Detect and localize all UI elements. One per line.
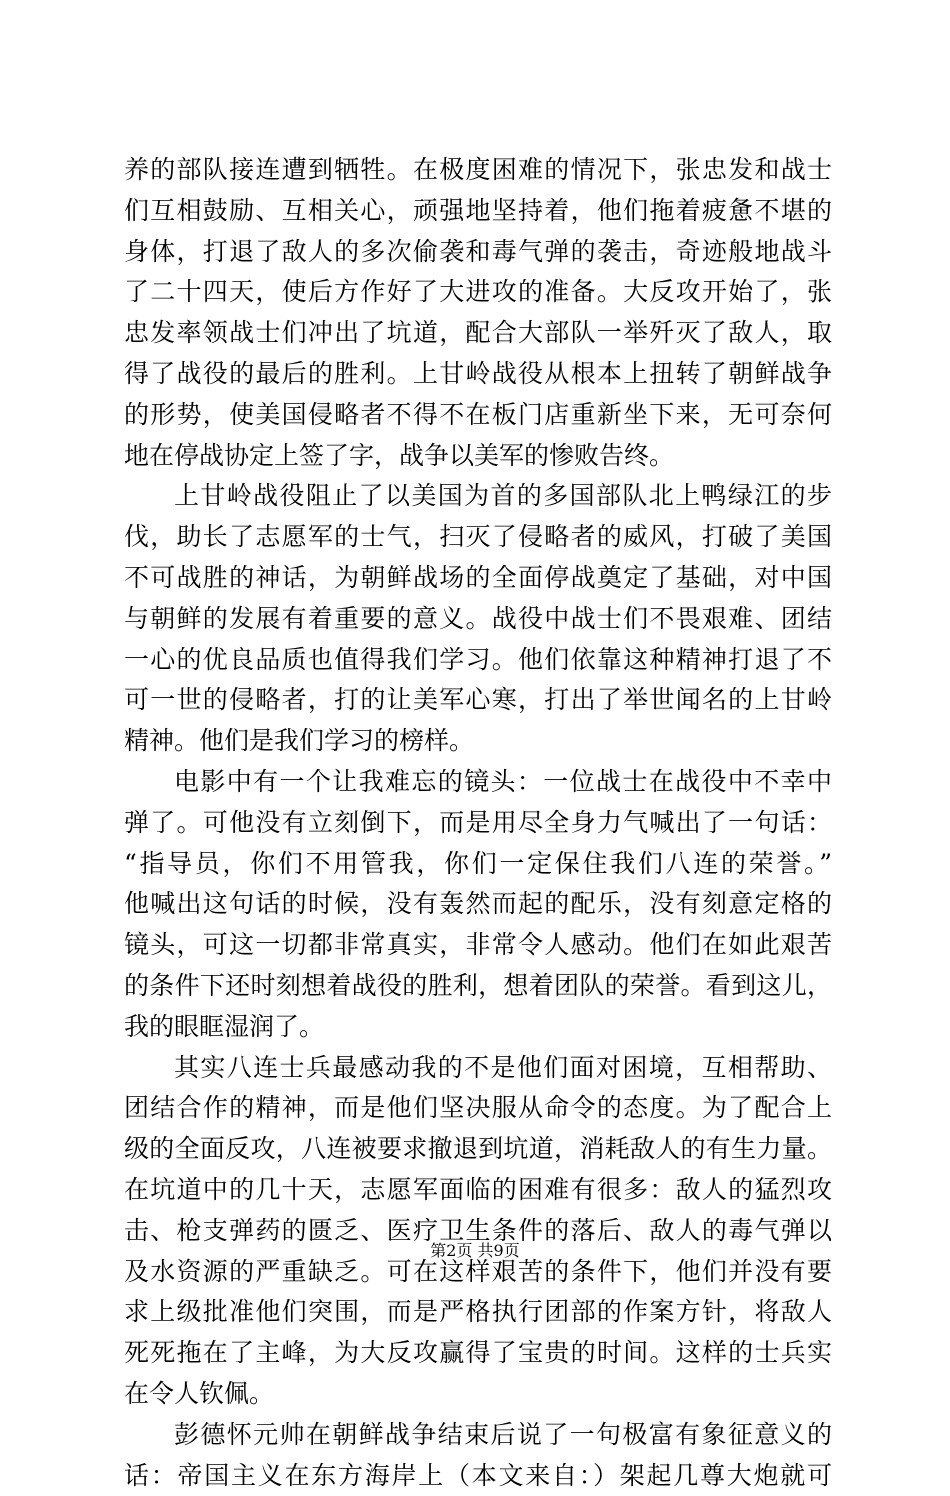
text-line: 忠发率领战士们冲出了坑道，配合大部队一举歼灭了敌人，取	[124, 313, 832, 354]
text-line: 身体，打退了敌人的多次偷袭和毒气弹的袭击，奇迹般地战斗	[124, 232, 832, 273]
text-line: 击、枪支弹药的匮乏、医疗卫生条件的落后、敌人的毒气弹以	[124, 1211, 832, 1252]
text-line: 的条件下还时刻想着战役的胜利，想着团队的荣誉。看到这儿，	[124, 966, 832, 1007]
text-line: 地在停战协定上签了字，战争以美军的惨败告终。	[124, 436, 832, 477]
text-line: 精神。他们是我们学习的榜样。	[124, 721, 832, 762]
text-line: 死死拖在了主峰，为大反攻赢得了宝贵的时间。这样的士兵实	[124, 1333, 832, 1374]
text-line: 求上级批准他们突围，而是严格执行团部的作案方针，将敌人	[124, 1292, 832, 1333]
text-line: 级的全面反攻，八连被要求撤退到坑道，消耗敌人的有生力量。	[124, 1129, 832, 1170]
text-line: 在坑道中的几十天，志愿军面临的困难有很多：敌人的猛烈攻	[124, 1170, 832, 1211]
text-line: 镜头，可这一切都非常真实，非常令人感动。他们在如此艰苦	[124, 925, 832, 966]
text-line: 了二十四天，使后方作好了大进攻的准备。大反攻开始了，张	[124, 272, 832, 313]
text-line: 弹了。可他没有立刻倒下，而是用尽全身力气喊出了一句话：	[124, 803, 832, 844]
text-line: 与朝鲜的发展有着重要的意义。战役中战士们不畏艰难、团结	[124, 599, 832, 640]
text-line: 在令人钦佩。	[124, 1374, 832, 1415]
text-line: 一心的优良品质也值得我们学习。他们依靠这种精神打退了不	[124, 640, 832, 681]
text-line: 养的部队接连遭到牺牲。在极度困难的情况下，张忠发和战士	[124, 150, 832, 191]
text-line: “指导员，你们不用管我，你们一定保住我们八连的荣誉。”	[124, 844, 832, 885]
text-line: 话：帝国主义在东方海岸上（本文来自：）架起几尊大炮就可	[124, 1456, 832, 1496]
paragraph-first-line: 上甘岭战役阻止了以美国为首的多国部队北上鸭绿江的步	[124, 476, 832, 517]
page-number-footer: 第2页 共9页	[0, 1241, 950, 1261]
text-line: 们互相鼓励、互相关心，顽强地坚持着，他们拖着疲惫不堪的	[124, 191, 832, 232]
paragraph-first-line: 其实八连士兵最感动我的不是他们面对困境，互相帮助、	[124, 1048, 832, 1089]
document-body	[124, 150, 832, 1496]
text-line: 我的眼眶湿润了。	[124, 1007, 832, 1048]
text-line: 得了战役的最后的胜利。上甘岭战役从根本上扭转了朝鲜战争	[124, 354, 832, 395]
text-line: 及水资源的严重缺乏。可在这样艰苦的条件下，他们并没有要	[124, 1252, 832, 1293]
paragraph-first-line: 电影中有一个让我难忘的镜头：一位战士在战役中不幸中	[124, 762, 832, 803]
text-line: 可一世的侵略者，打的让美军心寒，打出了举世闻名的上甘岭	[124, 680, 832, 721]
paragraph-first-line: 彭德怀元帅在朝鲜战争结束后说了一句极富有象征意义的	[124, 1415, 832, 1456]
text-line: 的形势，使美国侵略者不得不在板门店重新坐下来，无可奈何	[124, 395, 832, 436]
text-line: 他喊出这句话的时候，没有轰然而起的配乐，没有刻意定格的	[124, 884, 832, 925]
text-line: 团结合作的精神，而是他们坚决服从命令的态度。为了配合上	[124, 1088, 832, 1129]
text-line: 伐，助长了志愿军的士气，扫灭了侵略者的威风，打破了美国	[124, 517, 832, 558]
text-line: 不可战胜的神话，为朝鲜战场的全面停战奠定了基础，对中国	[124, 558, 832, 599]
